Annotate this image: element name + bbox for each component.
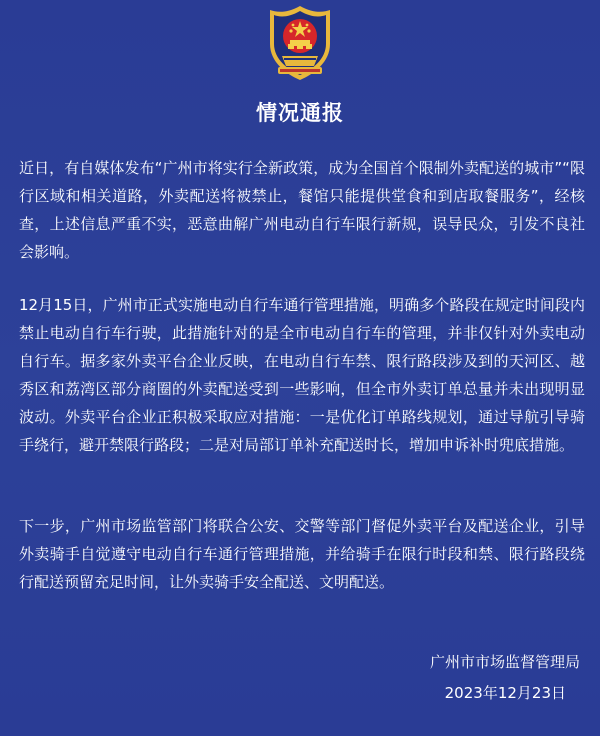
- paragraph-next-steps: 下一步，广州市场监管部门将联合公安、交警等部门督促外卖平台及配送企业，引导外卖骑手自觉遵守电动自行车通行管理措施，并给骑手在限行时段和禁、限行路段绕行配送预留充足时间，让外卖骑手安全配送、文明配送。: [19, 517, 585, 591]
- paragraph-measures: 12月15日，广州市正式实施电动自行车通行管理措施，明确多个路段在规定时间段内禁止电动自行车行驶，此措施针对的是全市电动自行车的管理，并非仅针对外卖电动自行车。据多家外卖平台企业反映，在电动自行车禁、限行路段涉及到的天河区、越秀区和荔湾区部分商圈的外卖配送受到一些影响，但全市外卖订单总量并未出现明显波动。外卖平台企业正积极采取应对措施：一是优化订单路线规划，通过导航引导骑手绕行，避开禁限行路段；二是对局部订单补充配送时长，增加申诉补时兜底措施。: [19, 296, 585, 454]
- police-emblem-icon: [264, 4, 336, 82]
- signature-org: 广州市市场监督管理局: [429, 653, 580, 671]
- signature-date: 2023年12月23日: [444, 684, 566, 702]
- paragraph-rumor: 近日，有自媒体发布“广州市将实行全新政策，成为全国首个限制外卖配送的城市”“限行区域和相关道路，外卖配送将被禁止，餐馆只能提供堂食和到店取餐服务”，经核查，上述信息严重不实，恶意曲解广州电动自行车限行新规，误导民众，引发不良社会影响。: [19, 159, 585, 261]
- notice-title: 情况通报: [256, 101, 344, 125]
